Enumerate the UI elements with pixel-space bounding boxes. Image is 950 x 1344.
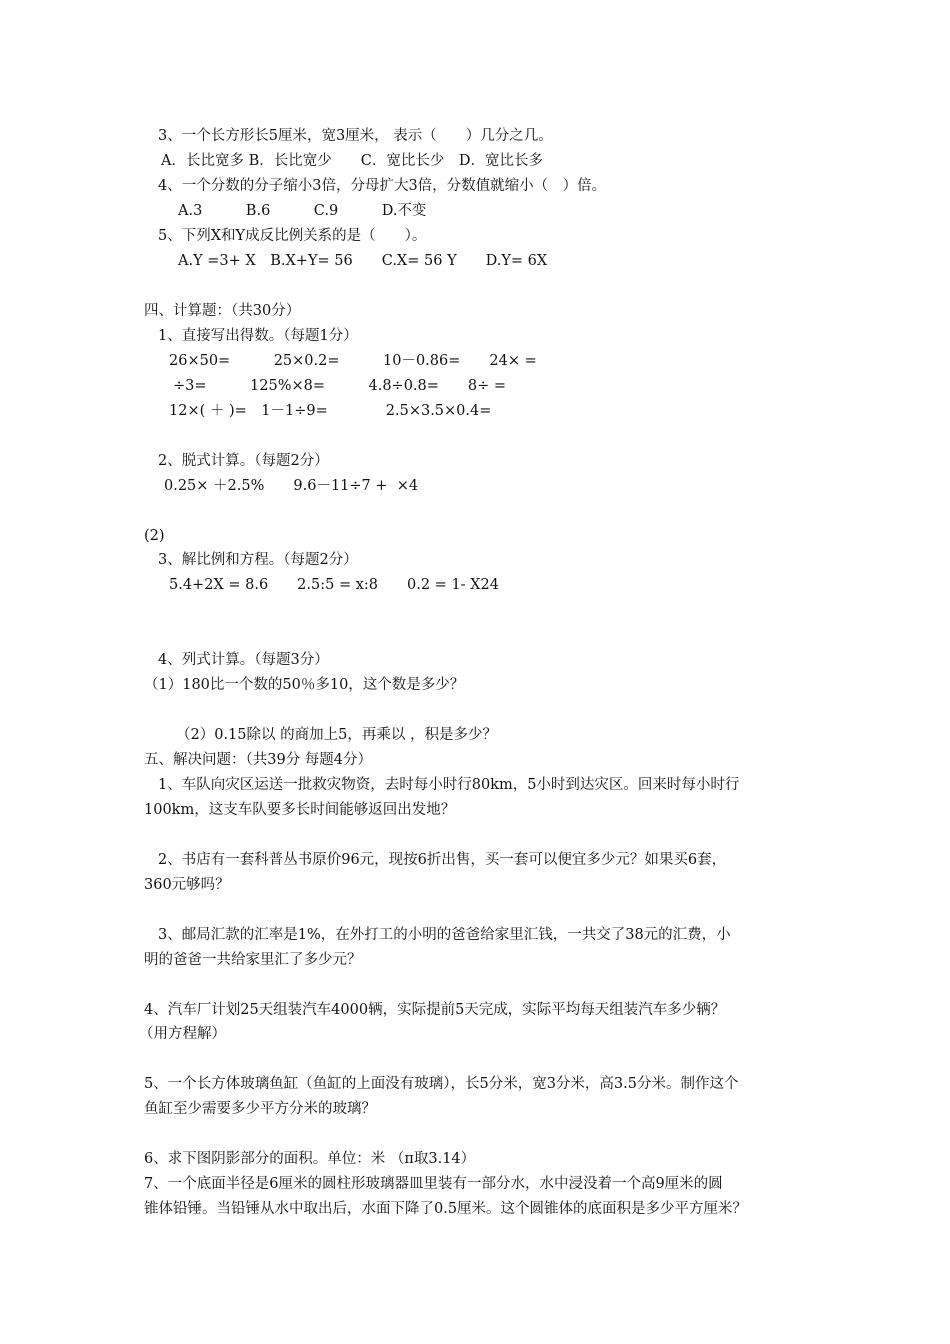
question-4-text: 4、一个分数的分子缩小3倍，分母扩大3倍，分数值就缩小（ ）倍。	[158, 178, 607, 194]
problem-1-line-1: 1、车队向灾区运送一批救灾物资，去时每小时行80km，5小时到达灾区。回来时每小时行	[158, 777, 740, 793]
problem-4-line-1: 4、汽车厂计划25天组装汽车4000辆，实际提前5天完成，实际平均每天组装汽车多少辆？	[144, 1002, 726, 1018]
calc-1-row-2: ÷3= 125%×8= 4.8÷0.8= 8÷ =	[173, 378, 507, 394]
calc-4-heading: 4、列式计算。（每题3分）	[158, 652, 329, 668]
calc-1-row-3: 12×( ＋ )= 1－1÷9= 2.5×3.5×0.4=	[169, 403, 492, 419]
problem-3-line-2: 明的爸爸一共给家里汇了多少元？	[144, 952, 362, 968]
problem-2-line-1: 2、书店有一套科普丛书原价96元，现按6折出售，买一套可以便宜多少元？如果买6套，	[158, 852, 727, 868]
question-3-text: 3、一个长方形长5厘米，宽3厘米， 表示（ ）几分之几。	[158, 128, 553, 144]
calc-3-heading: 3、解比例和方程。（每题2分）	[158, 552, 358, 568]
question-4-options: A.3 B.6 C.9 D.不变	[178, 203, 427, 219]
calc-2-heading: 2、脱式计算。（每题2分）	[158, 453, 329, 469]
problem-3-line-1: 3、邮局汇款的汇率是1%，在外打工的小明的爸爸给家里汇钱，一共交了38元的汇费，小	[158, 927, 731, 943]
section-5-heading: 五、解决问题：（共39分 每题4分）	[144, 752, 373, 768]
problem-6-text: 6、求下图阴影部分的面积。单位：米 （π取3.14）	[144, 1151, 476, 1167]
section-4-heading: 四、计算题：（共30分）	[144, 303, 301, 319]
problem-5-line-1: 5、一个长方体玻璃鱼缸（鱼缸的上面没有玻璃），长5分米，宽3分米，高3.5分米。制作这个	[144, 1076, 739, 1092]
calc-1-row-1: 26×50= 25×0.2= 10－0.86= 24× =	[169, 353, 537, 369]
problem-7-line-2: 锥体铅锤。当铅锤从水中取出后，水面下降了0.5厘米。这个圆锥体的底面积是多少平方厘米？	[144, 1201, 748, 1217]
calc-4-item-2: （2）0.15除以 的商加上5，再乘以 ，积是多少？	[176, 727, 497, 743]
problem-1-line-2: 100km，这支车队要多长时间能够返回出发地？	[144, 802, 456, 818]
problem-5-line-2: 鱼缸至少需要多少平方分米的玻璃？	[144, 1101, 376, 1117]
question-3-options: A．长比宽多 B．长比宽少 C．宽比长少 D．宽比长多	[161, 153, 543, 169]
calc-2-row: 0.25× ＋2.5% 9.6－11÷7 + ×4	[164, 478, 419, 494]
calc-2-part-2-label: (2)	[144, 528, 165, 544]
problem-2-line-2: 360元够吗？	[144, 877, 230, 893]
calc-4-item-1: （1）180比一个数的50％多10，这个数是多少？	[144, 677, 465, 693]
calc-1-heading: 1、直接写出得数。（每题1分）	[158, 328, 358, 344]
problem-7-line-1: 7、一个底面半径是6厘米的圆柱形玻璃器皿里装有一部分水，水中浸没着一个高9厘米的圆	[144, 1176, 723, 1192]
question-5-options: A.Y =3+ X B.X+Y= 56 C.X= 56 Y D.Y= 6X	[178, 253, 548, 269]
question-5-text: 5、下列X和Y成反比例关系的是（ ）。	[158, 228, 427, 244]
problem-4-line-2: （用方程解）	[139, 1026, 226, 1042]
calc-3-row: 5.4+2X = 8.6 2.5:5 = x:8 0.2 = 1- X24	[169, 577, 499, 593]
